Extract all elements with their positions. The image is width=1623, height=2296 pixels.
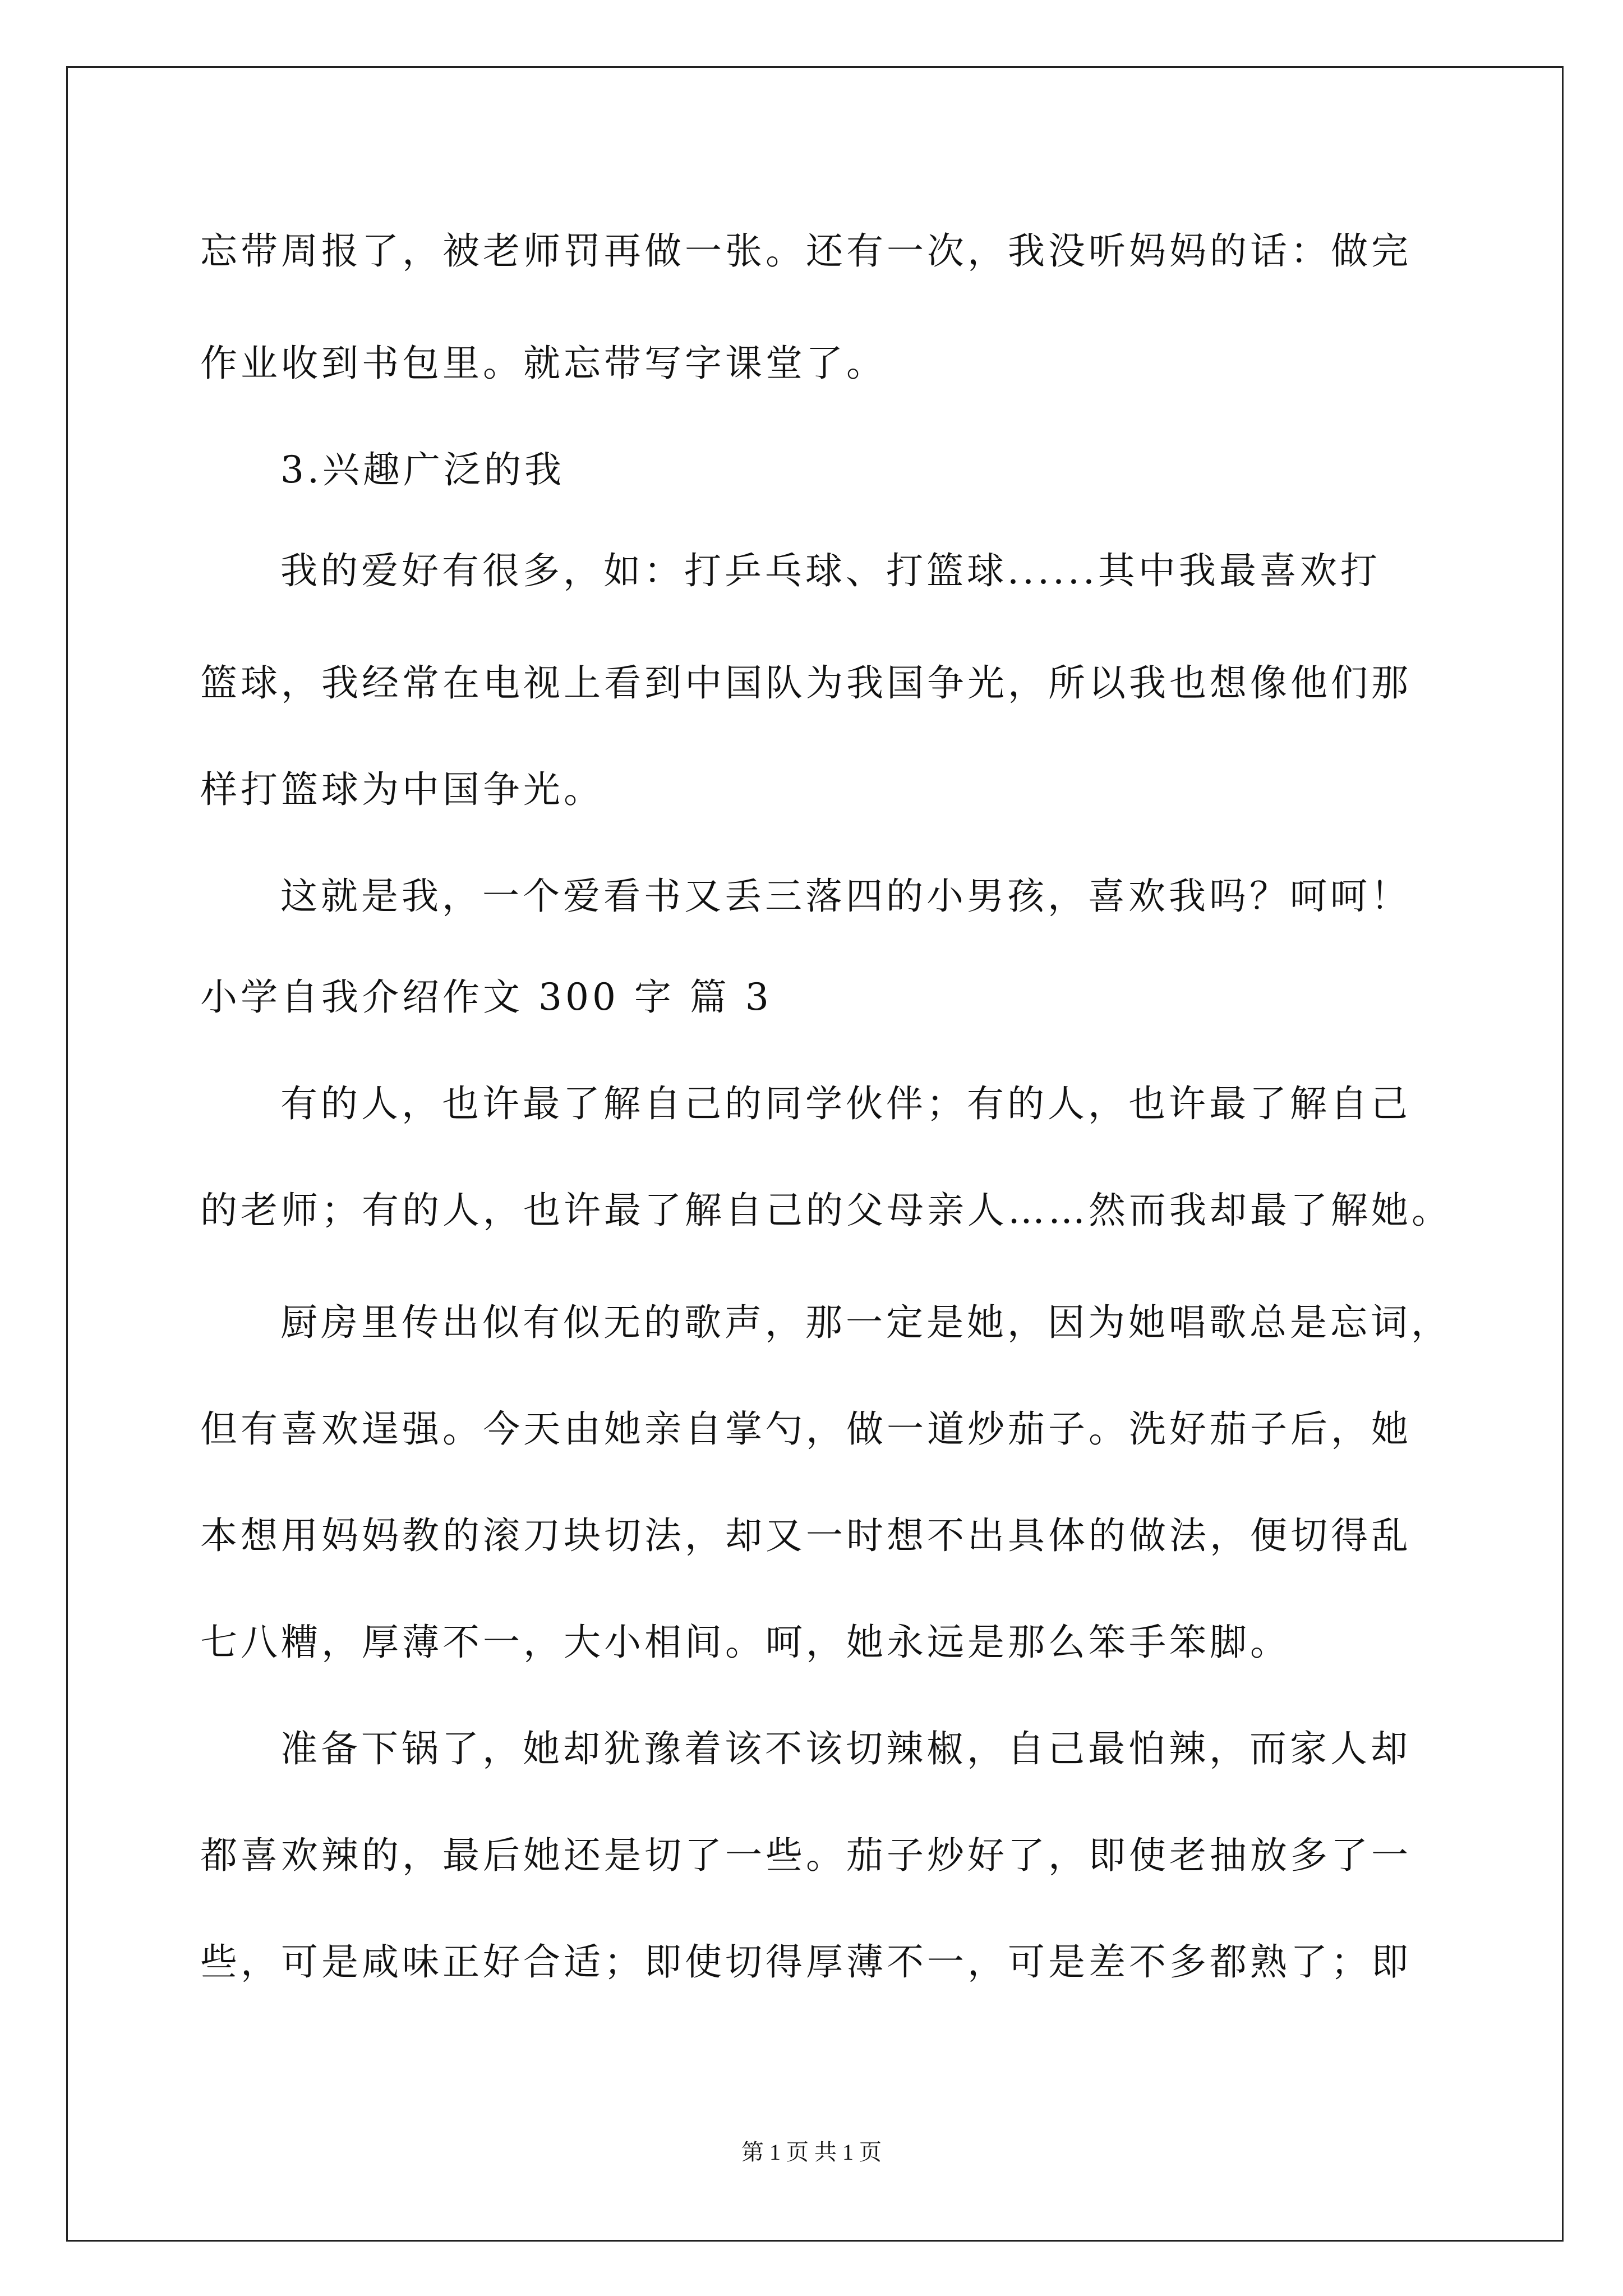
text-line: 我的爱好有很多，如：打乒乓球、打篮球......其中我最喜欢打 bbox=[280, 549, 1381, 592]
text-line: 样打篮球为中国争光。 bbox=[200, 768, 604, 811]
text-line: 本想用妈妈教的滚刀块切法，却又一时想不出具体的做法，便切得乱 bbox=[200, 1514, 1412, 1557]
text-line: 忘带周报了，被老师罚再做一张。还有一次，我没听妈妈的话：做完 bbox=[200, 229, 1412, 273]
text-line: 七八糟，厚薄不一，大小相间。呵，她永远是那么笨手笨脚。 bbox=[200, 1621, 1290, 1664]
page-number-footer: 第 1 页 共 1 页 bbox=[741, 2139, 882, 2165]
page-border bbox=[66, 66, 1564, 2242]
text-line: 这就是我，一个爱看书又丢三落四的小男孩，喜欢我吗？呵呵！ bbox=[280, 875, 1411, 918]
text-line: 但有喜欢逞强。今天由她亲自掌勺，做一道炒茄子。洗好茄子后，她 bbox=[200, 1407, 1412, 1451]
text-line: 有的人，也许最了解自己的同学伙伴；有的人，也许最了解自己 bbox=[280, 1082, 1411, 1125]
text-line: 都喜欢辣的，最后她还是切了一些。茄子炒好了，即使老抽放多了一 bbox=[200, 1834, 1412, 1877]
text-line: 些，可是咸味正好合适；即使切得厚薄不一，可是差不多都熟了；即 bbox=[200, 1940, 1412, 1984]
text-line: 篮球，我经常在电视上看到中国队为我国争光，所以我也想像他们那 bbox=[200, 661, 1412, 705]
article-title: 小学自我介绍作文 300 字 篇 3 bbox=[200, 976, 772, 1019]
text-line: 厨房里传出似有似无的歌声，那一定是她，因为她唱歌总是忘词， bbox=[280, 1301, 1451, 1344]
text-line: 的老师；有的人，也许最了解自己的父母亲人……然而我却最了解她。 bbox=[200, 1189, 1452, 1232]
section-heading: 3.兴趣广泛的我 bbox=[280, 448, 565, 491]
text-line: 作业收到书包里。就忘带写字课堂了。 bbox=[200, 342, 887, 385]
text-line: 准备下锅了，她却犹豫着该不该切辣椒，自己最怕辣，而家人却 bbox=[280, 1727, 1411, 1770]
